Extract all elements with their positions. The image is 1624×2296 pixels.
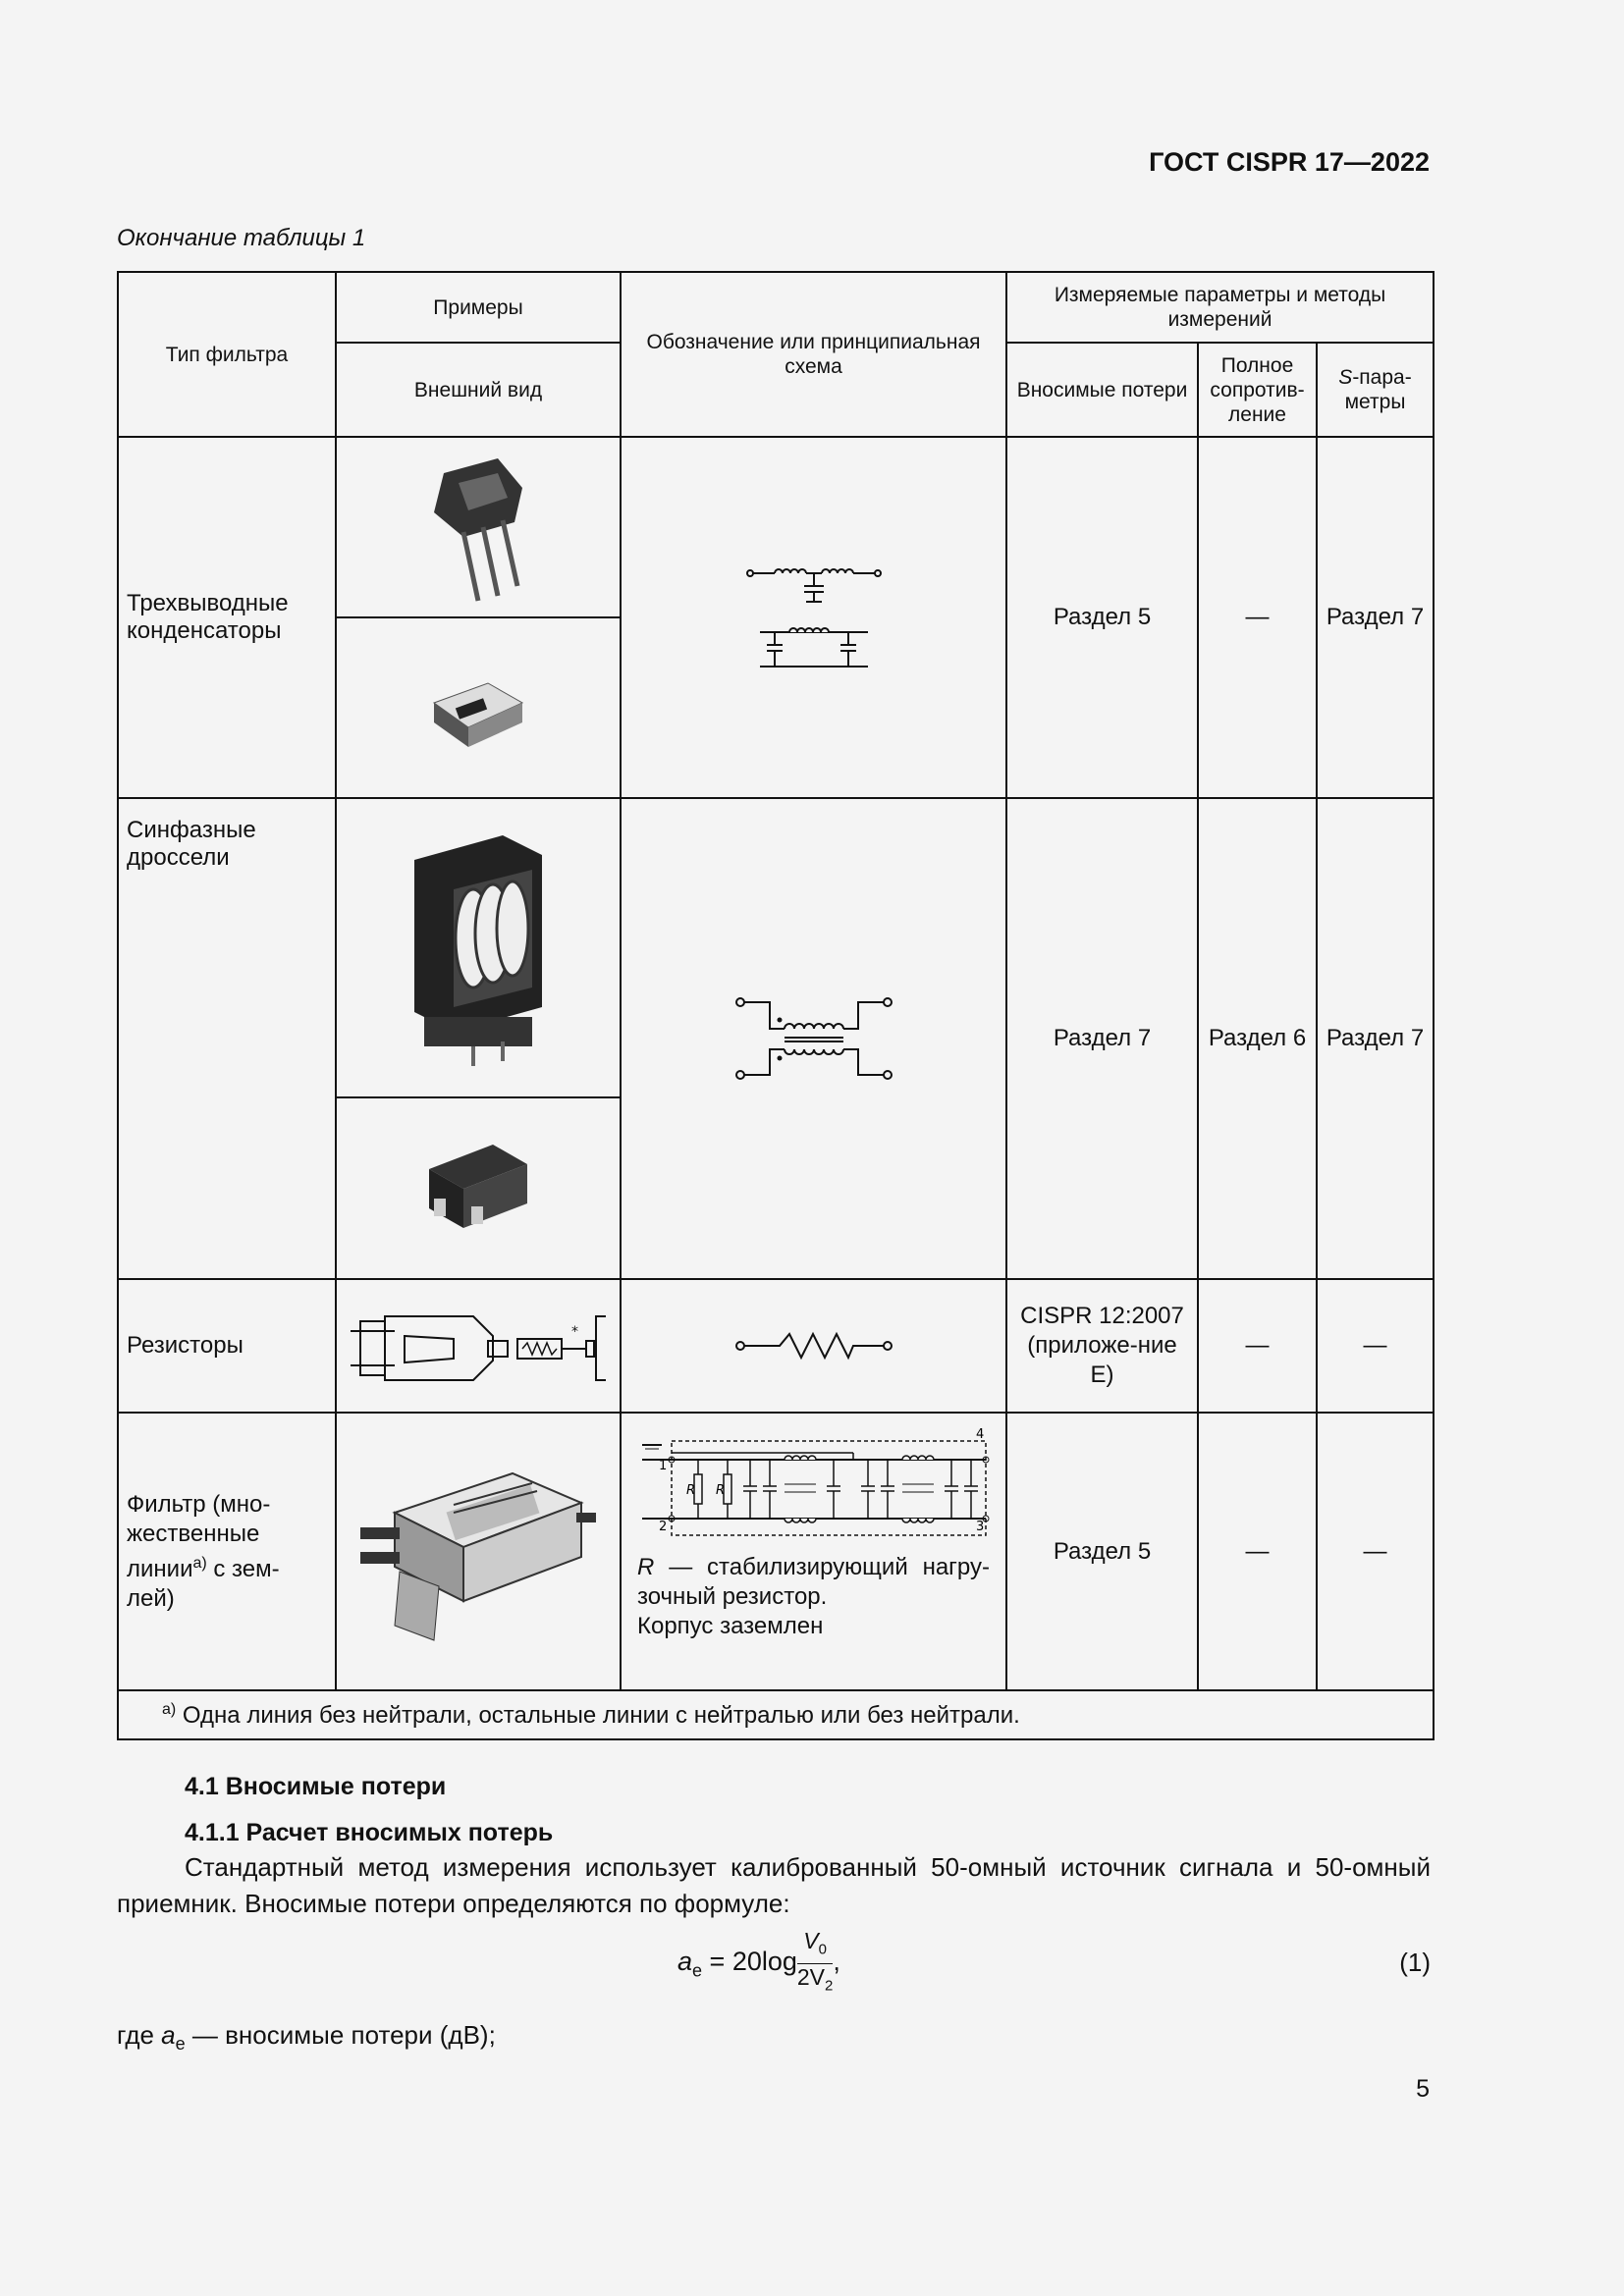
row-type-capacitors: Трехвыводные конденсаторы (118, 437, 336, 798)
choke-tht-image (385, 821, 571, 1076)
filter-photo (336, 1413, 621, 1690)
svg-text:*: * (571, 1324, 578, 1340)
page-number: 5 (1416, 2075, 1430, 2103)
resistor-drawing (336, 1279, 621, 1413)
choke-schematic (735, 994, 893, 1083)
document-code: ГОСТ CISPR 17—2022 (1149, 147, 1430, 177)
filter-schematic (637, 1425, 991, 1553)
capacitors-sparams: Раздел 7 (1317, 437, 1434, 798)
resistors-insertion: CISPR 12:2007 (приложе-ние E) (1006, 1279, 1198, 1413)
svg-text:4: 4 (975, 1427, 984, 1442)
capacitors-insertion: Раздел 5 (1006, 437, 1198, 798)
header-s-params: S-пара-метры (1317, 343, 1434, 437)
capacitors-impedance: — (1198, 437, 1317, 798)
filter-scheme (621, 1413, 1006, 1690)
resistors-sparams: — (1317, 1279, 1434, 1413)
table-caption: Окончание таблицы 1 (117, 225, 366, 251)
resistor-scheme (621, 1279, 1006, 1413)
capacitor-photo-2 (336, 617, 621, 798)
filter-module-image (355, 1454, 601, 1650)
header-params: Измеряемые параметры и методы измерений (1006, 272, 1434, 343)
svg-text:2: 2 (658, 1520, 667, 1534)
chokes-insertion: Раздел 7 (1006, 798, 1198, 1279)
table-footnote: $^{a)}$ Одна линия без нейтрали, остальные линии с нейтралью или без нейтрали. (118, 1690, 1434, 1739)
row-type-resistors: Резисторы (118, 1279, 336, 1413)
svg-text:1: 1 (658, 1459, 667, 1473)
row-type-multiline-filter: Фильтр (мно-жественные линии$^{a)}$ с зем-лей) (118, 1413, 336, 1690)
capacitor-photo-1 (336, 437, 621, 617)
filter-table (117, 271, 1435, 1740)
header-filter-type: Тип фильтра (118, 272, 336, 437)
row-type-chokes: Синфазные дроссели (118, 798, 336, 1279)
header-impedance: Полное сопротив-ление (1198, 343, 1317, 437)
choke-photo-2 (336, 1097, 621, 1279)
resistor-mount-image (346, 1302, 611, 1390)
section-4-1-1: 4.1.1 Расчет вносимых потерь (185, 1819, 554, 1846)
insertion-loss-formula: $a_e = 20\log$ $\frac{V_0}{2V_2}$ , (677, 1928, 840, 1995)
chokes-impedance: Раздел 6 (1198, 798, 1317, 1279)
header-scheme: Обозначение или принципиальная схема (621, 272, 1006, 437)
header-insertion-loss: Вносимые потери (1006, 343, 1198, 437)
resistor-schematic (735, 1326, 893, 1365)
capacitor-leaded-image (405, 444, 552, 611)
choke-photo-1 (336, 798, 621, 1097)
choke-smd-image (414, 1130, 542, 1248)
filter-scheme-note: R — стабилизирующий нагру-зочный резистор. Корпус заземлен (637, 1554, 990, 1639)
header-appearance: Внешний вид (336, 343, 621, 437)
filter-insertion: Раздел 5 (1006, 1413, 1198, 1690)
svg-text:R: R (715, 1483, 725, 1498)
filter-impedance: — (1198, 1413, 1317, 1690)
capacitor-smd-image (419, 659, 537, 757)
where-definition: где $a_e$ — вносимые потери (дВ); (117, 2020, 496, 2055)
method-paragraph: Стандартный метод измерения использует калиброванный 50-омный источник сигнала и 50-омный приемник. Вносимые потери определяются по формуле: (117, 1852, 1431, 1918)
chokes-sparams: Раздел 7 (1317, 798, 1434, 1279)
svg-text:3: 3 (975, 1520, 984, 1534)
section-4-1: 4.1 Вносимые потери (185, 1773, 447, 1800)
header-examples: Примеры (336, 272, 621, 343)
svg-text:R: R (685, 1483, 695, 1498)
capacitor-schematic (745, 559, 883, 676)
filter-sparams: — (1317, 1413, 1434, 1690)
choke-scheme (621, 798, 1006, 1279)
resistors-impedance: — (1198, 1279, 1317, 1413)
capacitor-scheme (621, 437, 1006, 798)
equation-number: (1) (1399, 1948, 1431, 1977)
